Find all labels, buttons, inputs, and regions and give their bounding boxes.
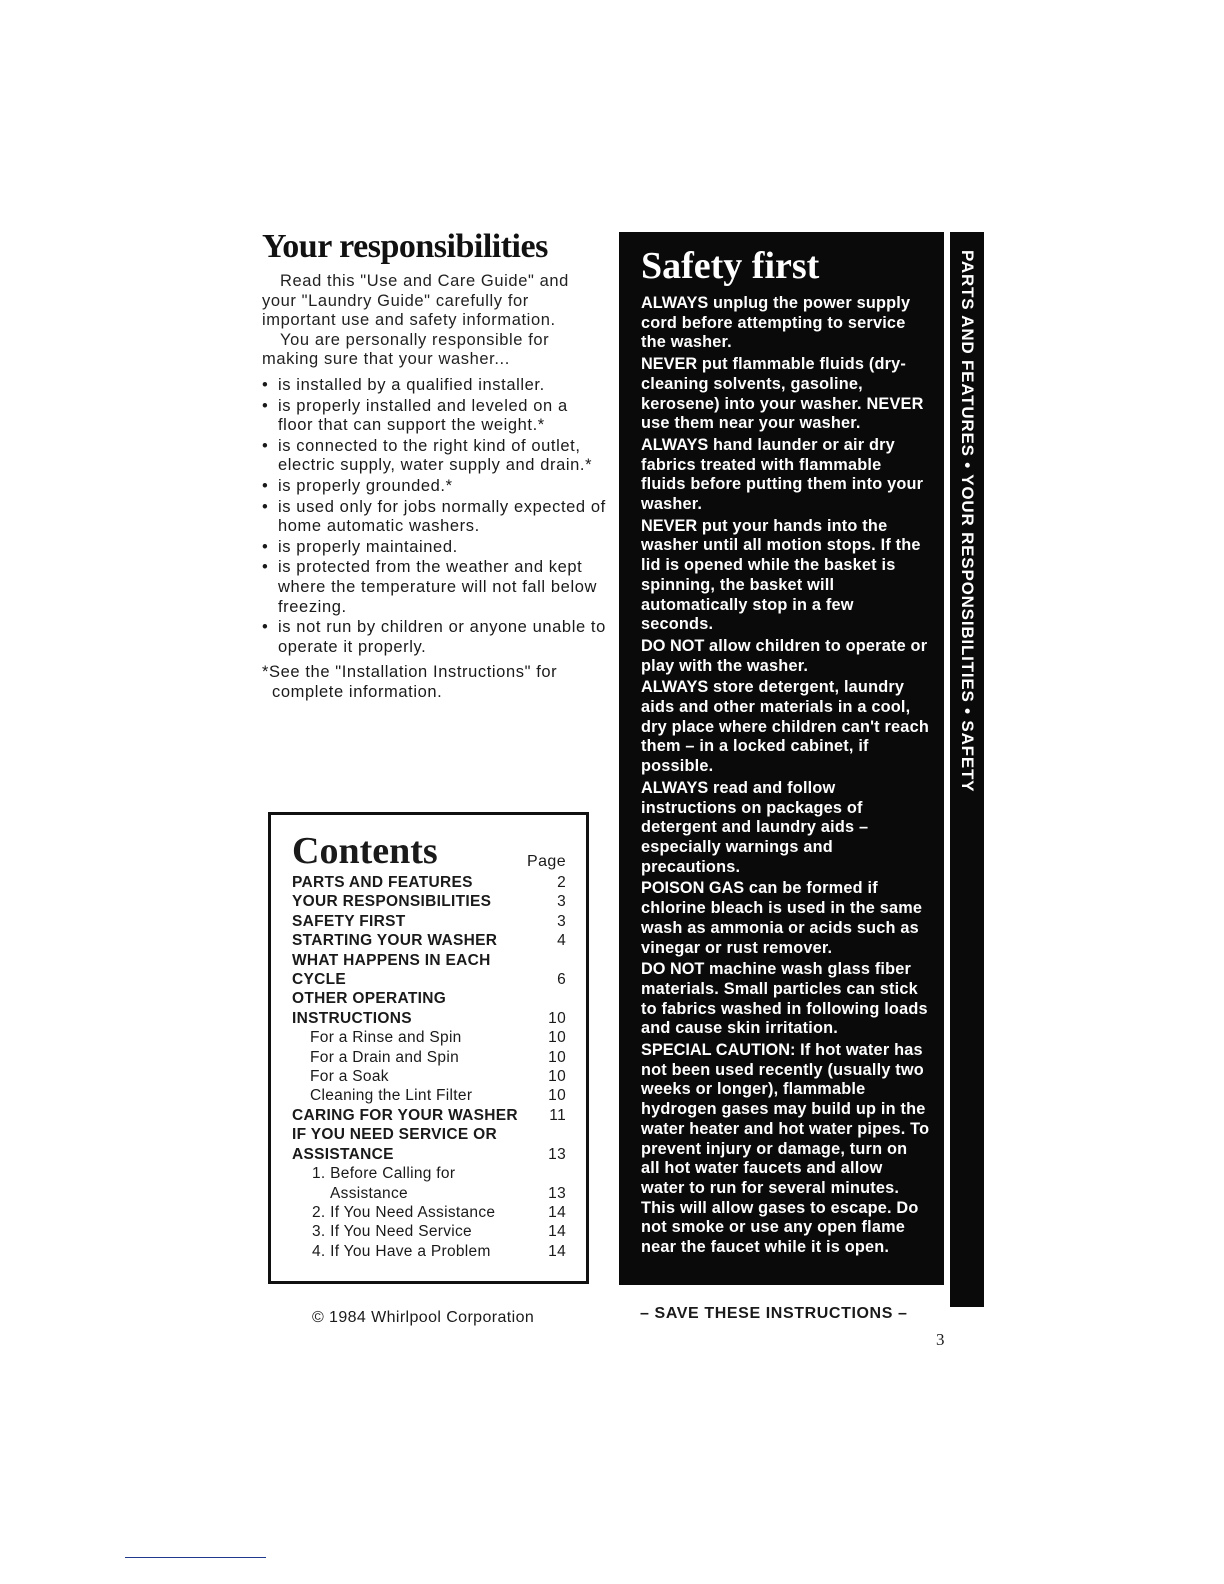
contents-entry-title: OTHER OPERATING [292,990,447,1008]
contents-entry-title: CARING FOR YOUR WASHER [292,1106,518,1124]
safety-text: read and follow instructions on packages of detergent and laundry aids – especially warnings and precautions. [641,778,869,876]
contents-entry-title: ASSISTANCE [292,1145,394,1163]
responsibility-item: • is properly installed and leveled on a floor that can support the weight.* [262,397,607,436]
safety-keyword: SPECIAL CAUTION: [641,1041,796,1060]
contents-row [292,1048,566,1067]
contents-entry-title: 1. Before Calling for [312,1165,456,1183]
contents-title: Contents [292,830,438,872]
responsibility-item: • is used only for jobs normally expected of home automatic washers. [262,498,607,537]
contents-entry-page: 14 [548,1223,566,1241]
contents-row [292,1086,566,1105]
safety-instructions [641,294,930,1258]
responsibility-item: • is properly grounded.* [262,477,607,497]
safety-instruction [641,1041,930,1258]
safety-text: allow children to operate or play with the washer. [641,636,928,675]
contents-row [292,1242,566,1261]
installation-footnote: *See the "Installation Instructions" for complete information. [262,663,558,701]
safety-keyword: DO NOT [641,636,705,655]
safety-keyword: ALWAYS [641,294,709,312]
contents-entry-title: INSTRUCTIONS [292,1009,412,1027]
safety-text: put your hands into the washer until all motion stops. If the lid is opened while the basket is spinning, the basket will automatically stop in a few seconds. [641,516,921,634]
contents-entry-page: 4 [557,932,566,950]
contents-entry-page: 10 [548,1087,566,1105]
contents-row [292,892,566,911]
safety-text: put flammable fluids (dry-cleaning solvents, gasoline, kerosene) into your washer. NEVER use them near your washer. [641,355,924,433]
contents-entry-title: YOUR RESPONSIBILITIES [292,893,492,911]
contents-row [292,1164,566,1183]
contents-row [292,931,566,950]
contents-row [292,1106,566,1125]
contents-entry-title: SAFETY FIRST [292,912,406,930]
responsibility-item: • is properly maintained. [262,538,607,558]
contents-list [292,873,566,1261]
safety-text: can be formed if chlorine bleach is used in the same wash as ammonia or acids such as vinegar or rust remover. [641,879,923,957]
responsibilities-section [262,228,607,702]
contents-entry-page: 3 [557,912,566,930]
contents-entry-title: IF YOU NEED SERVICE OR [292,1126,497,1144]
safety-panel [619,232,944,1285]
contents-row [292,1028,566,1047]
safety-title: Safety first [641,245,820,287]
safety-instruction [641,637,930,676]
contents-entry-title: CYCLE [292,971,347,989]
safety-instruction [641,294,930,353]
contents-row [292,1184,566,1203]
responsibilities-intro: Read this "Use and Care Guide" and your "Laundry Guide" carefully for important use and safety information. [262,272,569,330]
contents-entry-page: 2 [557,874,566,891]
contents-entry-title: 4. If You Have a Problem [312,1242,491,1260]
responsibility-item: • is not run by children or anyone unable to operate it properly. [262,618,607,657]
contents-entry-page: 14 [548,1203,566,1221]
save-instructions-note: – SAVE THESE INSTRUCTIONS – [640,1305,908,1322]
responsibilities-lead: You are personally responsible for making sure that your washer... [262,330,550,369]
contents-row [292,1222,566,1241]
section-tab [950,232,984,1307]
safety-instruction [641,779,930,878]
contents-row [292,1067,566,1086]
contents-row [292,989,566,1008]
contents-entry-page [546,989,566,1008]
contents-entry-title: Cleaning the Lint Filter [310,1087,473,1105]
contents-entry-page: 11 [549,1106,566,1124]
contents-row [292,951,566,970]
responsibility-item: • is connected to the right kind of outlet, electric supply, water supply and drain.* [262,437,607,476]
safety-keyword: NEVER [641,516,698,535]
contents-entry-page: 6 [557,971,566,989]
contents-entry-page: 13 [548,1145,566,1163]
copyright-notice: © 1984 Whirlpool Corporation [312,1309,535,1326]
contents-entry-title: WHAT HAPPENS IN EACH [292,951,491,969]
safety-text: hand launder or air dry fabrics treated with flammable fluids before putting them into your washer. [641,435,924,514]
contents-entry-title: For a Soak [310,1068,389,1086]
contents-row [292,873,566,892]
safety-instruction [641,517,930,635]
contents-entry-page: 10 [548,1068,566,1086]
page-column-label: Page [527,853,566,870]
safety-text: store detergent, laundry aids and other materials in a cool, dry place where children can't reach them – in a locked cabinet, if possible. [641,678,929,776]
contents-entry-page [546,951,566,970]
contents-row [292,1009,566,1028]
contents-entry-page: 10 [548,1048,566,1066]
contents-entry-page [546,1164,566,1183]
contents-row [292,1125,566,1144]
contents-entry-page: 14 [548,1242,566,1260]
contents-entry-title: STARTING YOUR WASHER [292,932,498,950]
section-tab-label: PARTS AND FEATURES • YOUR RESPONSIBILITIES • SAFETY [958,250,977,793]
safety-instruction [641,678,930,777]
contents-row [292,1145,566,1164]
contents-entry-title: 3. If You Need Service [312,1223,472,1241]
contents-entry-title: PARTS AND FEATURES [292,874,473,891]
safety-instruction [641,960,930,1039]
responsibility-item: • is protected from the weather and kept where the temperature will not fall below freezing. [262,558,607,617]
contents-entry-title: Assistance [330,1184,408,1202]
safety-instruction [641,436,930,515]
contents-row [292,912,566,931]
contents-entry-page [546,1125,566,1144]
responsibility-item: • is installed by a qualified installer. [262,376,607,396]
safety-text: If hot water has not been used recently (usually two weeks or longer), flammable hydrogen gases may build up in the water heater and hot water pipes. To prevent injury or damage, turn on all hot water faucets and allow water to run for several minutes. This will allow gases to escape. Do not smoke or use any open flame near the faucet while it is open. [641,1041,930,1257]
safety-keyword: NEVER [641,355,698,374]
safety-keyword: DO NOT [641,960,705,979]
safety-text: unplug the power supply cord before attempting to service the washer. [641,294,911,352]
safety-keyword: ALWAYS [641,778,709,797]
contents-row [292,1203,566,1222]
contents-entry-title: For a Drain and Spin [310,1048,460,1066]
responsibilities-title: Your responsibilities [262,228,548,265]
safety-keyword: POISON GAS [641,879,745,898]
safety-instruction [641,355,930,434]
responsibilities-list [262,376,607,657]
safety-keyword: ALWAYS [641,435,709,454]
footer-rule [125,1557,266,1558]
safety-instruction [641,879,930,958]
contents-box [268,812,589,1284]
contents-entry-page: 10 [548,1009,566,1027]
contents-entry-page: 10 [548,1029,566,1047]
safety-text: machine wash glass fiber materials. Small particles can stick to fabrics washed in following loads and cause skin irritation. [641,960,928,1038]
contents-entry-page: 13 [548,1184,566,1202]
contents-entry-page: 3 [557,893,566,911]
page-number: 3 [936,1330,945,1349]
contents-row [292,970,566,989]
safety-keyword: ALWAYS [641,678,709,697]
contents-entry-title: 2. If You Need Assistance [312,1203,496,1221]
contents-entry-title: For a Rinse and Spin [310,1029,462,1047]
contents-header [292,831,566,871]
